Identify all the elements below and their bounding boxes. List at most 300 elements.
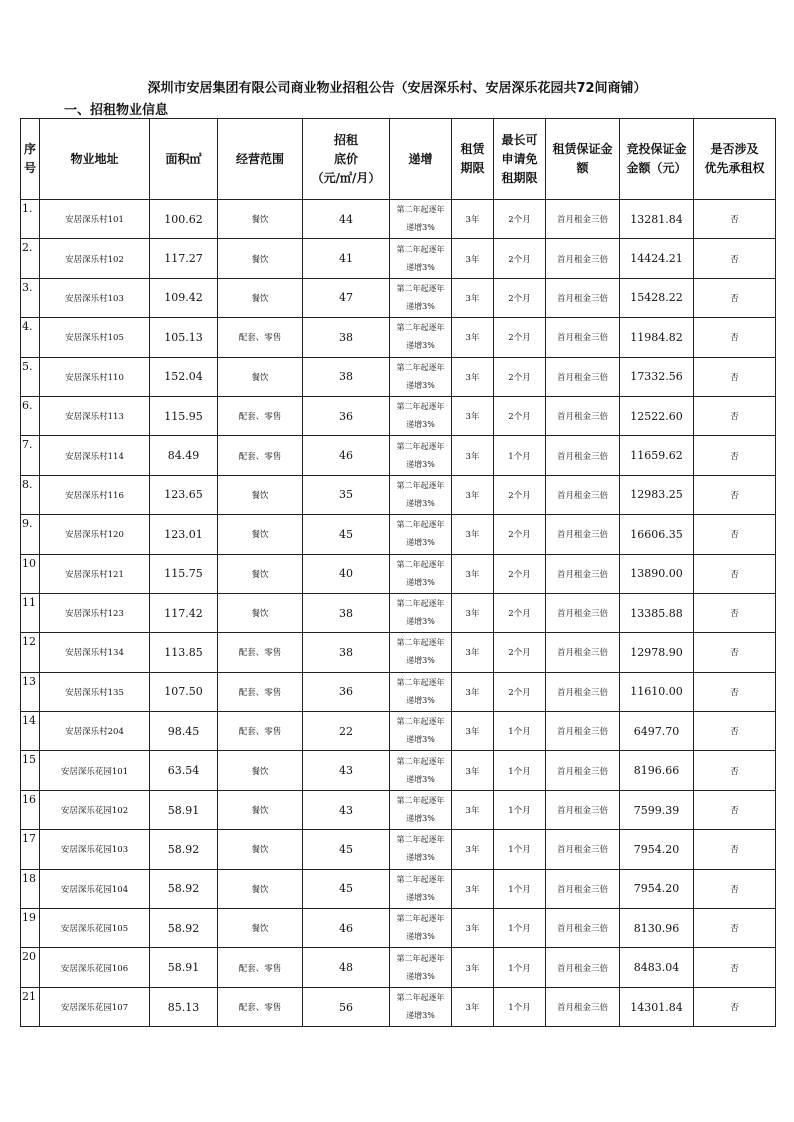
bid-deposit: 11984.82 xyxy=(620,318,694,357)
table-row xyxy=(21,633,776,672)
bid-deposit: 14424.21 xyxy=(620,239,694,278)
header-priority: 是否涉及 优先承租权 xyxy=(694,119,776,200)
priority-right: 否 xyxy=(694,672,776,711)
area-value: 100.62 xyxy=(150,200,218,239)
lease-term: 3年 xyxy=(452,396,494,435)
free-rent-period: 2个月 xyxy=(494,515,546,554)
area-value: 58.92 xyxy=(150,909,218,948)
table-row xyxy=(21,751,776,790)
bid-deposit: 6497.70 xyxy=(620,712,694,751)
table-row xyxy=(21,200,776,239)
base-price: 38 xyxy=(303,318,390,357)
priority-right: 否 xyxy=(694,436,776,475)
free-rent-period: 1个月 xyxy=(494,909,546,948)
bid-deposit: 11610.00 xyxy=(620,672,694,711)
lease-term: 3年 xyxy=(452,436,494,475)
lease-deposit: 首月租金三倍 xyxy=(546,357,620,396)
business-scope: 配套、零售 xyxy=(218,318,303,357)
priority-right: 否 xyxy=(694,239,776,278)
priority-right: 否 xyxy=(694,593,776,632)
table-row xyxy=(21,948,776,987)
row-number: 13 xyxy=(21,672,40,711)
bid-deposit: 7599.39 xyxy=(620,790,694,829)
bid-deposit: 17332.56 xyxy=(620,357,694,396)
lease-term: 3年 xyxy=(452,318,494,357)
area-value: 115.95 xyxy=(150,396,218,435)
lease-term: 3年 xyxy=(452,948,494,987)
property-address: 安居深乐花园105 xyxy=(40,909,150,948)
base-price: 45 xyxy=(303,830,390,869)
base-price: 38 xyxy=(303,357,390,396)
area-value: 63.54 xyxy=(150,751,218,790)
lease-deposit: 首月租金三倍 xyxy=(546,869,620,908)
property-address: 安居深乐花园104 xyxy=(40,869,150,908)
row-number: 5. xyxy=(21,357,40,396)
lease-deposit: 首月租金三倍 xyxy=(546,909,620,948)
property-address: 安居深乐村110 xyxy=(40,357,150,396)
lease-term: 3年 xyxy=(452,987,494,1026)
table-row xyxy=(21,357,776,396)
free-rent-period: 2个月 xyxy=(494,318,546,357)
increase-terms xyxy=(390,948,452,987)
property-address: 安居深乐村103 xyxy=(40,278,150,317)
row-number: 9. xyxy=(21,515,40,554)
increase-line-1: 第二年起逐年 xyxy=(396,559,445,569)
lease-term: 3年 xyxy=(452,790,494,829)
priority-right: 否 xyxy=(694,554,776,593)
table-row xyxy=(21,712,776,751)
business-scope: 餐饮 xyxy=(218,593,303,632)
area-value: 58.91 xyxy=(150,790,218,829)
bid-deposit: 8196.66 xyxy=(620,751,694,790)
priority-right: 否 xyxy=(694,869,776,908)
increase-line-1: 第二年起逐年 xyxy=(396,480,445,490)
bid-deposit: 13385.88 xyxy=(620,593,694,632)
base-price: 45 xyxy=(303,515,390,554)
increase-terms xyxy=(390,318,452,357)
row-number: 11 xyxy=(21,593,40,632)
business-scope: 餐饮 xyxy=(218,357,303,396)
property-address: 安居深乐村102 xyxy=(40,239,150,278)
free-rent-period: 2个月 xyxy=(494,475,546,514)
increase-terms xyxy=(390,278,452,317)
increase-line-1: 第二年起逐年 xyxy=(396,323,445,333)
free-rent-period: 2个月 xyxy=(494,278,546,317)
row-number: 6. xyxy=(21,396,40,435)
property-address: 安居深乐村204 xyxy=(40,712,150,751)
increase-line-1: 第二年起逐年 xyxy=(396,599,445,609)
lease-deposit: 首月租金三倍 xyxy=(546,633,620,672)
free-rent-period: 1个月 xyxy=(494,790,546,829)
property-address: 安居深乐村105 xyxy=(40,318,150,357)
base-price: 38 xyxy=(303,633,390,672)
increase-terms xyxy=(390,909,452,948)
lease-deposit: 首月租金三倍 xyxy=(546,712,620,751)
priority-right: 否 xyxy=(694,830,776,869)
priority-right: 否 xyxy=(694,357,776,396)
table-row xyxy=(21,790,776,829)
header-price: 招租 底价 （元/㎡/月） xyxy=(303,119,390,200)
bid-deposit: 13890.00 xyxy=(620,554,694,593)
increase-line-2: 递增3% xyxy=(406,223,435,233)
table-row xyxy=(21,830,776,869)
increase-line-1: 第二年起逐年 xyxy=(396,362,445,372)
lease-term: 3年 xyxy=(452,239,494,278)
table-row xyxy=(21,869,776,908)
increase-terms xyxy=(390,987,452,1026)
increase-terms xyxy=(390,200,452,239)
property-address: 安居深乐花园102 xyxy=(40,790,150,829)
business-scope: 配套、零售 xyxy=(218,436,303,475)
area-value: 109.42 xyxy=(150,278,218,317)
lease-deposit: 首月租金三倍 xyxy=(546,948,620,987)
business-scope: 餐饮 xyxy=(218,790,303,829)
business-scope: 配套、零售 xyxy=(218,633,303,672)
priority-right: 否 xyxy=(694,396,776,435)
row-number: 21 xyxy=(21,987,40,1026)
base-price: 40 xyxy=(303,554,390,593)
base-price: 46 xyxy=(303,436,390,475)
header-bid-deposit: 竞投保证金 金额（元） xyxy=(620,119,694,200)
free-rent-period: 1个月 xyxy=(494,436,546,475)
header-free-period: 最长可 申请免 租期限 xyxy=(494,119,546,200)
row-number: 17 xyxy=(21,830,40,869)
increase-line-1: 第二年起逐年 xyxy=(396,638,445,648)
property-address: 安居深乐花园101 xyxy=(40,751,150,790)
bid-deposit: 13281.84 xyxy=(620,200,694,239)
base-price: 45 xyxy=(303,869,390,908)
lease-deposit: 首月租金三倍 xyxy=(546,672,620,711)
priority-right: 否 xyxy=(694,200,776,239)
business-scope: 餐饮 xyxy=(218,869,303,908)
lease-deposit: 首月租金三倍 xyxy=(546,593,620,632)
priority-right: 否 xyxy=(694,318,776,357)
increase-line-2: 递增3% xyxy=(406,735,435,745)
increase-terms xyxy=(390,672,452,711)
property-address: 安居深乐村101 xyxy=(40,200,150,239)
bid-deposit: 11659.62 xyxy=(620,436,694,475)
lease-deposit: 首月租金三倍 xyxy=(546,278,620,317)
increase-terms xyxy=(390,357,452,396)
lease-deposit: 首月租金三倍 xyxy=(546,200,620,239)
increase-terms xyxy=(390,396,452,435)
increase-line-1: 第二年起逐年 xyxy=(396,953,445,963)
increase-terms xyxy=(390,712,452,751)
area-value: 123.65 xyxy=(150,475,218,514)
header-scope: 经营范围 xyxy=(218,119,303,200)
priority-right: 否 xyxy=(694,948,776,987)
increase-line-2: 递增3% xyxy=(406,498,435,508)
increase-line-2: 递增3% xyxy=(406,932,435,942)
table-row xyxy=(21,318,776,357)
business-scope: 餐饮 xyxy=(218,554,303,593)
business-scope: 餐饮 xyxy=(218,515,303,554)
lease-term: 3年 xyxy=(452,515,494,554)
bid-deposit: 12522.60 xyxy=(620,396,694,435)
business-scope: 配套、零售 xyxy=(218,672,303,711)
property-table xyxy=(20,118,776,1027)
bid-deposit: 12983.25 xyxy=(620,475,694,514)
increase-line-2: 递增3% xyxy=(406,656,435,666)
increase-terms xyxy=(390,790,452,829)
increase-line-1: 第二年起逐年 xyxy=(396,244,445,254)
free-rent-period: 2个月 xyxy=(494,633,546,672)
increase-line-1: 第二年起逐年 xyxy=(396,874,445,884)
table-row xyxy=(21,436,776,475)
row-number: 12 xyxy=(21,633,40,672)
priority-right: 否 xyxy=(694,712,776,751)
base-price: 36 xyxy=(303,396,390,435)
property-address: 安居深乐村114 xyxy=(40,436,150,475)
lease-term: 3年 xyxy=(452,869,494,908)
increase-line-1: 第二年起逐年 xyxy=(396,283,445,293)
increase-terms xyxy=(390,475,452,514)
table-row xyxy=(21,278,776,317)
base-price: 48 xyxy=(303,948,390,987)
priority-right: 否 xyxy=(694,475,776,514)
free-rent-period: 1个月 xyxy=(494,987,546,1026)
increase-terms xyxy=(390,869,452,908)
business-scope: 餐饮 xyxy=(218,239,303,278)
business-scope: 配套、零售 xyxy=(218,987,303,1026)
lease-deposit: 首月租金三倍 xyxy=(546,790,620,829)
increase-terms xyxy=(390,239,452,278)
business-scope: 餐饮 xyxy=(218,909,303,948)
business-scope: 餐饮 xyxy=(218,278,303,317)
increase-line-1: 第二年起逐年 xyxy=(396,796,445,806)
increase-line-2: 递增3% xyxy=(406,538,435,548)
lease-deposit: 首月租金三倍 xyxy=(546,436,620,475)
free-rent-period: 1个月 xyxy=(494,948,546,987)
priority-right: 否 xyxy=(694,909,776,948)
priority-right: 否 xyxy=(694,633,776,672)
lease-term: 3年 xyxy=(452,200,494,239)
area-value: 85.13 xyxy=(150,987,218,1026)
row-number: 2. xyxy=(21,239,40,278)
table-row xyxy=(21,239,776,278)
free-rent-period: 2个月 xyxy=(494,672,546,711)
lease-deposit: 首月租金三倍 xyxy=(546,554,620,593)
property-address: 安居深乐花园107 xyxy=(40,987,150,1026)
base-price: 47 xyxy=(303,278,390,317)
lease-term: 3年 xyxy=(452,633,494,672)
increase-line-2: 递增3% xyxy=(406,1011,435,1020)
free-rent-period: 1个月 xyxy=(494,830,546,869)
increase-line-2: 递增3% xyxy=(406,774,435,784)
business-scope: 餐饮 xyxy=(218,200,303,239)
free-rent-period: 2个月 xyxy=(494,239,546,278)
bid-deposit: 14301.84 xyxy=(620,987,694,1026)
property-address: 安居深乐花园106 xyxy=(40,948,150,987)
base-price: 41 xyxy=(303,239,390,278)
row-number: 15 xyxy=(21,751,40,790)
area-value: 84.49 xyxy=(150,436,218,475)
area-value: 117.42 xyxy=(150,593,218,632)
table-row xyxy=(21,396,776,435)
base-price: 38 xyxy=(303,593,390,632)
header-term: 租赁 期限 xyxy=(452,119,494,200)
increase-terms xyxy=(390,593,452,632)
lease-term: 3年 xyxy=(452,278,494,317)
row-number: 8. xyxy=(21,475,40,514)
document-title: 深圳市安居集团有限公司商业物业招租公告（安居深乐村、安居深乐花园共72间商铺） xyxy=(147,81,647,96)
area-value: 105.13 xyxy=(150,318,218,357)
increase-line-1: 第二年起逐年 xyxy=(396,520,445,530)
base-price: 56 xyxy=(303,987,390,1026)
property-address: 安居深乐村134 xyxy=(40,633,150,672)
table-row xyxy=(21,909,776,948)
increase-line-2: 递增3% xyxy=(406,380,435,390)
business-scope: 配套、零售 xyxy=(218,396,303,435)
bid-deposit: 12978.90 xyxy=(620,633,694,672)
increase-line-2: 递增3% xyxy=(406,617,435,627)
area-value: 115.75 xyxy=(150,554,218,593)
increase-line-1: 第二年起逐年 xyxy=(396,993,445,1002)
table-row xyxy=(21,987,776,1026)
increase-line-1: 第二年起逐年 xyxy=(396,441,445,451)
business-scope: 配套、零售 xyxy=(218,948,303,987)
lease-deposit: 首月租金三倍 xyxy=(546,239,620,278)
area-value: 107.50 xyxy=(150,672,218,711)
increase-terms xyxy=(390,515,452,554)
business-scope: 餐饮 xyxy=(218,475,303,514)
increase-terms xyxy=(390,633,452,672)
row-number: 10 xyxy=(21,554,40,593)
row-number: 14 xyxy=(21,712,40,751)
bid-deposit: 15428.22 xyxy=(620,278,694,317)
table-row xyxy=(21,554,776,593)
row-number: 19 xyxy=(21,909,40,948)
area-value: 58.92 xyxy=(150,830,218,869)
free-rent-period: 2个月 xyxy=(494,396,546,435)
free-rent-period: 2个月 xyxy=(494,593,546,632)
business-scope: 餐饮 xyxy=(218,751,303,790)
lease-term: 3年 xyxy=(452,672,494,711)
base-price: 46 xyxy=(303,909,390,948)
property-address: 安居深乐村123 xyxy=(40,593,150,632)
business-scope: 餐饮 xyxy=(218,830,303,869)
bid-deposit: 7954.20 xyxy=(620,869,694,908)
increase-line-1: 第二年起逐年 xyxy=(396,756,445,766)
area-value: 117.27 xyxy=(150,239,218,278)
bid-deposit: 7954.20 xyxy=(620,830,694,869)
increase-line-2: 递增3% xyxy=(406,262,435,272)
row-number: 7. xyxy=(21,436,40,475)
increase-line-2: 递增3% xyxy=(406,971,435,981)
property-address: 安居深乐村120 xyxy=(40,515,150,554)
base-price: 35 xyxy=(303,475,390,514)
area-value: 58.92 xyxy=(150,869,218,908)
free-rent-period: 1个月 xyxy=(494,869,546,908)
header-area: 面积㎡ xyxy=(150,119,218,200)
row-number: 4. xyxy=(21,318,40,357)
increase-line-2: 递增3% xyxy=(406,695,435,705)
table-row xyxy=(21,515,776,554)
free-rent-period: 1个月 xyxy=(494,751,546,790)
increase-terms xyxy=(390,436,452,475)
increase-terms xyxy=(390,554,452,593)
bid-deposit: 16606.35 xyxy=(620,515,694,554)
base-price: 43 xyxy=(303,790,390,829)
priority-right: 否 xyxy=(694,278,776,317)
priority-right: 否 xyxy=(694,515,776,554)
increase-line-2: 递增3% xyxy=(406,814,435,824)
increase-line-1: 第二年起逐年 xyxy=(396,205,445,215)
increase-line-2: 递增3% xyxy=(406,853,435,863)
free-rent-period: 1个月 xyxy=(494,712,546,751)
increase-terms xyxy=(390,830,452,869)
lease-term: 3年 xyxy=(452,593,494,632)
lease-deposit: 首月租金三倍 xyxy=(546,475,620,514)
property-address: 安居深乐村116 xyxy=(40,475,150,514)
increase-line-2: 递增3% xyxy=(406,301,435,311)
header-no: 序号 xyxy=(21,119,40,200)
priority-right: 否 xyxy=(694,751,776,790)
area-value: 113.85 xyxy=(150,633,218,672)
row-number: 1. xyxy=(21,200,40,239)
lease-deposit: 首月租金三倍 xyxy=(546,318,620,357)
bid-deposit: 8483.04 xyxy=(620,948,694,987)
table-row xyxy=(21,475,776,514)
property-address: 安居深乐村135 xyxy=(40,672,150,711)
property-address: 安居深乐村113 xyxy=(40,396,150,435)
header-deposit: 租赁保证金 额 xyxy=(546,119,620,200)
row-number: 16 xyxy=(21,790,40,829)
base-price: 36 xyxy=(303,672,390,711)
lease-deposit: 首月租金三倍 xyxy=(546,987,620,1026)
increase-line-2: 递增3% xyxy=(406,420,435,430)
row-number: 20 xyxy=(21,948,40,987)
header-increase: 递增 xyxy=(390,119,452,200)
lease-deposit: 首月租金三倍 xyxy=(546,396,620,435)
table-row xyxy=(21,593,776,632)
free-rent-period: 2个月 xyxy=(494,554,546,593)
free-rent-period: 2个月 xyxy=(494,200,546,239)
free-rent-period: 2个月 xyxy=(494,357,546,396)
area-value: 98.45 xyxy=(150,712,218,751)
row-number: 18 xyxy=(21,869,40,908)
lease-term: 3年 xyxy=(452,475,494,514)
priority-right: 否 xyxy=(694,987,776,1026)
section-heading: 一、招租物业信息 xyxy=(64,103,169,118)
lease-deposit: 首月租金三倍 xyxy=(546,751,620,790)
increase-line-1: 第二年起逐年 xyxy=(396,717,445,727)
property-address: 安居深乐花园103 xyxy=(40,830,150,869)
lease-deposit: 首月租金三倍 xyxy=(546,830,620,869)
increase-line-1: 第二年起逐年 xyxy=(396,914,445,924)
increase-line-1: 第二年起逐年 xyxy=(396,402,445,412)
increase-line-2: 递增3% xyxy=(406,459,435,469)
area-value: 152.04 xyxy=(150,357,218,396)
lease-term: 3年 xyxy=(452,830,494,869)
area-value: 123.01 xyxy=(150,515,218,554)
base-price: 22 xyxy=(303,712,390,751)
lease-term: 3年 xyxy=(452,357,494,396)
lease-term: 3年 xyxy=(452,909,494,948)
area-value: 58.91 xyxy=(150,948,218,987)
property-address: 安居深乐村121 xyxy=(40,554,150,593)
table-row xyxy=(21,672,776,711)
lease-term: 3年 xyxy=(452,712,494,751)
increase-line-2: 递增3% xyxy=(406,892,435,902)
lease-term: 3年 xyxy=(452,554,494,593)
lease-deposit: 首月租金三倍 xyxy=(546,515,620,554)
lease-term: 3年 xyxy=(452,751,494,790)
increase-line-1: 第二年起逐年 xyxy=(396,835,445,845)
row-number: 3. xyxy=(21,278,40,317)
base-price: 43 xyxy=(303,751,390,790)
increase-line-2: 递增3% xyxy=(406,577,435,587)
